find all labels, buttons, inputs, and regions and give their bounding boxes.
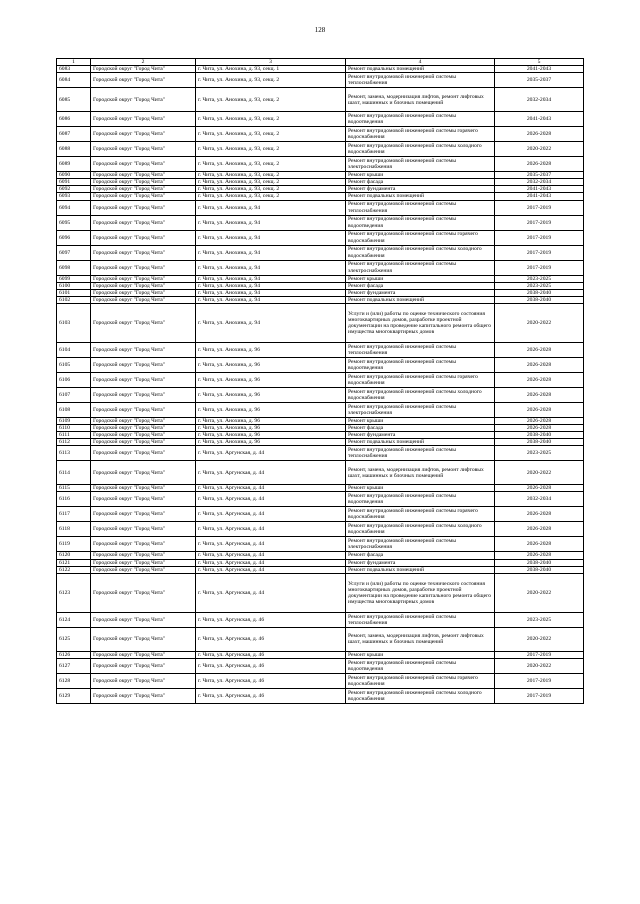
row-period: 2026-2028 <box>495 507 584 522</box>
row-number: 6126 <box>57 651 91 658</box>
row-number: 6109 <box>57 417 91 424</box>
row-period: 2017-2019 <box>495 200 584 215</box>
table-row <box>57 73 584 88</box>
row-work-type: Ремонт внутридомовой инженерной системы электроснабжения <box>346 157 495 172</box>
row-municipality: Городской округ "Город Чита" <box>91 200 196 215</box>
row-period: 2017-2019 <box>495 215 584 230</box>
table-row <box>57 200 584 215</box>
row-number: 6128 <box>57 673 91 688</box>
row-number: 6097 <box>57 245 91 260</box>
column-header-2: 2 <box>91 59 196 66</box>
row-address: г. Чита, ул. Аргунская, д. 44 <box>196 461 346 485</box>
row-address: г. Чита, ул. Анохина, д. 96 <box>196 425 346 432</box>
row-number: 6124 <box>57 612 91 627</box>
row-municipality: Городской округ "Город Чита" <box>91 461 196 485</box>
table-row <box>57 425 584 432</box>
row-work-type: Ремонт фундамента <box>346 432 495 439</box>
row-municipality: Городской округ "Город Чита" <box>91 342 196 357</box>
row-municipality: Городской округ "Город Чита" <box>91 658 196 673</box>
row-municipality: Городской округ "Город Чита" <box>91 507 196 522</box>
row-work-type: Ремонт внутридомовой инженерной системы водоотведения <box>346 112 495 127</box>
row-municipality: Городской округ "Город Чита" <box>91 522 196 537</box>
table-row <box>57 303 584 342</box>
row-number: 6089 <box>57 157 91 172</box>
table-row <box>57 485 584 492</box>
row-address: г. Чита, ул. Аргунская, д. 46 <box>196 651 346 658</box>
table-row <box>57 552 584 559</box>
row-period: 2017-2019 <box>495 673 584 688</box>
row-work-type: Ремонт подвальных помещений <box>346 66 495 73</box>
table-row <box>57 627 584 651</box>
row-number: 6102 <box>57 296 91 303</box>
row-municipality: Городской округ "Город Чита" <box>91 73 196 88</box>
row-address: г. Чита, ул. Аргунская, д. 44 <box>196 507 346 522</box>
row-municipality: Городской округ "Город Чита" <box>91 157 196 172</box>
row-work-type: Ремонт внутридомовой инженерной системы теплоснабжения <box>346 446 495 461</box>
row-work-type: Ремонт крыши <box>346 651 495 658</box>
row-number: 6117 <box>57 507 91 522</box>
row-work-type: Ремонт внутридомовой инженерной системы водоотведения <box>346 492 495 507</box>
row-period: 2038-2040 <box>495 289 584 296</box>
row-address: г. Чита, ул. Аргунская, д. 44 <box>196 552 346 559</box>
row-work-type: Ремонт внутридомовой инженерной системы холодного водоснабжения <box>346 387 495 402</box>
row-municipality: Городской округ "Город Чита" <box>91 573 196 612</box>
row-municipality: Городской округ "Город Чита" <box>91 88 196 112</box>
row-work-type: Ремонт подвальных помещений <box>346 193 495 200</box>
row-number: 6106 <box>57 372 91 387</box>
row-address: г. Чита, ул. Аргунская, д. 46 <box>196 688 346 703</box>
row-address: г. Чита, ул. Анохина, д. 93, секц. 2 <box>196 142 346 157</box>
row-municipality: Городской округ "Город Чита" <box>91 303 196 342</box>
row-work-type: Ремонт внутридомовой инженерной системы холодного водоснабжения <box>346 142 495 157</box>
table-row <box>57 245 584 260</box>
row-number: 6115 <box>57 485 91 492</box>
row-work-type: Ремонт внутридомовой инженерной системы электроснабжения <box>346 260 495 275</box>
table-row <box>57 186 584 193</box>
row-municipality: Городской округ "Город Чита" <box>91 537 196 552</box>
row-number: 6096 <box>57 230 91 245</box>
row-municipality: Городской округ "Город Чита" <box>91 673 196 688</box>
row-period: 2041-2043 <box>495 186 584 193</box>
row-address: г. Чита, ул. Аргунская, д. 44 <box>196 446 346 461</box>
row-address: г. Чита, ул. Анохина, д. 93, секц. 2 <box>196 172 346 179</box>
row-address: г. Чита, ул. Анохина, д. 94 <box>196 245 346 260</box>
table-body <box>57 66 584 704</box>
table-row <box>57 446 584 461</box>
row-number: 6085 <box>57 88 91 112</box>
table-row <box>57 658 584 673</box>
row-municipality: Городской округ "Город Чита" <box>91 627 196 651</box>
row-period: 2020-2022 <box>495 658 584 673</box>
row-period: 2038-2040 <box>495 559 584 566</box>
row-number: 6101 <box>57 289 91 296</box>
row-municipality: Городской округ "Город Чита" <box>91 230 196 245</box>
row-municipality: Городской округ "Город Чита" <box>91 559 196 566</box>
row-period: 2032-2034 <box>495 88 584 112</box>
row-address: г. Чита, ул. Аргунская, д. 44 <box>196 559 346 566</box>
row-work-type: Ремонт фасада <box>346 552 495 559</box>
row-municipality: Городской округ "Город Чита" <box>91 651 196 658</box>
row-number: 6083 <box>57 66 91 73</box>
row-municipality: Городской округ "Город Чита" <box>91 439 196 446</box>
table-row <box>57 372 584 387</box>
table-row <box>57 566 584 573</box>
row-period: 2032-2034 <box>495 492 584 507</box>
row-number: 6098 <box>57 260 91 275</box>
row-work-type: Ремонт внутридомовой инженерной системы теплоснабжения <box>346 342 495 357</box>
row-municipality: Городской округ "Город Чита" <box>91 492 196 507</box>
row-address: г. Чита, ул. Анохина, д. 96 <box>196 372 346 387</box>
row-address: г. Чита, ул. Аргунская, д. 44 <box>196 485 346 492</box>
row-period: 2026-2028 <box>495 127 584 142</box>
table-row <box>57 507 584 522</box>
row-address: г. Чита, ул. Анохина, д. 93, секц. 2 <box>196 186 346 193</box>
capital-repair-table <box>56 58 584 704</box>
row-address: г. Чита, ул. Аргунская, д. 46 <box>196 658 346 673</box>
row-municipality: Городской округ "Город Чита" <box>91 66 196 73</box>
row-work-type: Ремонт внутридомовой инженерной системы электроснабжения <box>346 402 495 417</box>
row-municipality: Городской округ "Город Чита" <box>91 127 196 142</box>
row-work-type: Ремонт крыши <box>346 417 495 424</box>
row-period: 2020-2022 <box>495 142 584 157</box>
table-row <box>57 260 584 275</box>
row-address: г. Чита, ул. Анохина, д. 96 <box>196 439 346 446</box>
row-address: г. Чита, ул. Анохина, д. 94 <box>196 282 346 289</box>
table-row <box>57 112 584 127</box>
row-work-type: Ремонт внутридомовой инженерной системы горячего водоснабжения <box>346 127 495 142</box>
row-work-type: Ремонт внутридомовой инженерной системы холодного водоснабжения <box>346 245 495 260</box>
row-period: 2026-2028 <box>495 485 584 492</box>
row-municipality: Городской округ "Город Чита" <box>91 112 196 127</box>
row-number: 6094 <box>57 200 91 215</box>
row-period: 2017-2019 <box>495 651 584 658</box>
table-row <box>57 215 584 230</box>
row-address: г. Чита, ул. Анохина, д. 94 <box>196 260 346 275</box>
table-row <box>57 142 584 157</box>
row-municipality: Городской округ "Город Чита" <box>91 552 196 559</box>
row-work-type: Ремонт подвальных помещений <box>346 566 495 573</box>
row-address: г. Чита, ул. Анохина, д. 93, секц. 2 <box>196 73 346 88</box>
row-number: 6119 <box>57 537 91 552</box>
row-address: г. Чита, ул. Анохина, д. 96 <box>196 387 346 402</box>
row-period: 2035-2037 <box>495 73 584 88</box>
row-work-type: Ремонт фундамента <box>346 559 495 566</box>
row-municipality: Городской округ "Город Чита" <box>91 402 196 417</box>
row-municipality: Городской округ "Город Чита" <box>91 688 196 703</box>
table-row <box>57 402 584 417</box>
row-number: 6084 <box>57 73 91 88</box>
row-address: г. Чита, ул. Анохина, д. 93, секц. 2 <box>196 179 346 186</box>
row-address: г. Чита, ул. Аргунская, д. 44 <box>196 566 346 573</box>
row-municipality: Городской округ "Город Чита" <box>91 186 196 193</box>
row-municipality: Городской округ "Город Чита" <box>91 260 196 275</box>
row-address: г. Чита, ул. Анохина, д. 94 <box>196 303 346 342</box>
row-number: 6127 <box>57 658 91 673</box>
row-number: 6107 <box>57 387 91 402</box>
row-work-type: Ремонт фундамента <box>346 289 495 296</box>
row-municipality: Городской округ "Город Чита" <box>91 179 196 186</box>
row-address: г. Чита, ул. Аргунская, д. 44 <box>196 537 346 552</box>
row-number: 6125 <box>57 627 91 651</box>
row-period: 2026-2028 <box>495 357 584 372</box>
row-work-type: Услуги и (или) работы по оценке технического состояния многоквартирных домов, разработке проектной документации на проведение капитального ремонта общего имущества многоквартирных домов <box>346 303 495 342</box>
row-number: 6121 <box>57 559 91 566</box>
row-work-type: Ремонт, замена, модернизация лифтов, ремонт лифтовых шахт, машинных и блочных помещений <box>346 88 495 112</box>
row-period: 2017-2019 <box>495 230 584 245</box>
row-period: 2023-2025 <box>495 282 584 289</box>
table-row <box>57 179 584 186</box>
row-work-type: Ремонт внутридомовой инженерной системы электроснабжения <box>346 537 495 552</box>
row-work-type: Ремонт подвальных помещений <box>346 439 495 446</box>
row-period: 2026-2028 <box>495 157 584 172</box>
row-number: 6087 <box>57 127 91 142</box>
row-municipality: Городской округ "Город Чита" <box>91 432 196 439</box>
row-address: г. Чита, ул. Анохина, д. 93, секц. 2 <box>196 193 346 200</box>
table-row <box>57 157 584 172</box>
table-row <box>57 537 584 552</box>
row-period: 2017-2019 <box>495 245 584 260</box>
table-row <box>57 193 584 200</box>
row-work-type: Ремонт фасада <box>346 282 495 289</box>
row-period: 2020-2022 <box>495 573 584 612</box>
row-number: 6088 <box>57 142 91 157</box>
row-address: г. Чита, ул. Анохина, д. 96 <box>196 417 346 424</box>
table-row <box>57 522 584 537</box>
row-work-type: Ремонт крыши <box>346 485 495 492</box>
page-number: 128 <box>314 26 326 34</box>
table-row <box>57 357 584 372</box>
column-header-4: 4 <box>346 59 495 66</box>
table-row <box>57 275 584 282</box>
table-row <box>57 439 584 446</box>
row-period: 2023-2025 <box>495 446 584 461</box>
table-row <box>57 461 584 485</box>
row-work-type: Ремонт внутридомовой инженерной системы холодного водоснабжения <box>346 522 495 537</box>
row-work-type: Ремонт внутридомовой инженерной системы горячего водоснабжения <box>346 507 495 522</box>
row-number: 6103 <box>57 303 91 342</box>
table-row <box>57 66 584 73</box>
row-period: 2026-2028 <box>495 372 584 387</box>
row-address: г. Чита, ул. Анохина, д. 94 <box>196 230 346 245</box>
row-period: 2026-2028 <box>495 402 584 417</box>
row-municipality: Городской округ "Город Чита" <box>91 417 196 424</box>
row-work-type: Ремонт, замена, модернизация лифтов, ремонт лифтовых шахт, машинных и блочных помещений <box>346 627 495 651</box>
row-municipality: Городской округ "Город Чита" <box>91 289 196 296</box>
row-address: г. Чита, ул. Аргунская, д. 46 <box>196 627 346 651</box>
row-address: г. Чита, ул. Анохина, д. 96 <box>196 402 346 417</box>
row-period: 2041-2043 <box>495 66 584 73</box>
row-municipality: Городской округ "Город Чита" <box>91 172 196 179</box>
row-period: 2035-2037 <box>495 172 584 179</box>
row-work-type: Ремонт внутридомовой инженерной системы водоотведения <box>346 357 495 372</box>
table-row <box>57 282 584 289</box>
table-row <box>57 387 584 402</box>
row-municipality: Городской округ "Город Чита" <box>91 387 196 402</box>
row-municipality: Городской округ "Город Чита" <box>91 275 196 282</box>
row-address: г. Чита, ул. Анохина, д. 93, секц. 2 <box>196 157 346 172</box>
table-row <box>57 492 584 507</box>
row-municipality: Городской округ "Город Чита" <box>91 425 196 432</box>
row-number: 6093 <box>57 193 91 200</box>
row-municipality: Городской округ "Город Чита" <box>91 215 196 230</box>
table-row <box>57 432 584 439</box>
table-header-row <box>57 59 584 66</box>
row-municipality: Городской округ "Город Чита" <box>91 296 196 303</box>
row-municipality: Городской округ "Город Чита" <box>91 193 196 200</box>
row-address: г. Чита, ул. Анохина, д. 93, секц. 1 <box>196 66 346 73</box>
row-work-type: Ремонт внутридомовой инженерной системы теплоснабжения <box>346 73 495 88</box>
row-address: г. Чита, ул. Анохина, д. 94 <box>196 215 346 230</box>
row-address: г. Чита, ул. Анохина, д. 94 <box>196 296 346 303</box>
row-period: 2023-2025 <box>495 275 584 282</box>
row-work-type: Ремонт внутридомовой инженерной системы горячего водоснабжения <box>346 230 495 245</box>
row-period: 2038-2040 <box>495 432 584 439</box>
column-header-1: 1 <box>57 59 91 66</box>
row-period: 2041-2043 <box>495 193 584 200</box>
row-work-type: Ремонт внутридомовой инженерной системы горячего водоснабжения <box>346 673 495 688</box>
table-row <box>57 673 584 688</box>
row-work-type: Ремонт фасада <box>346 425 495 432</box>
row-work-type: Ремонт подвальных помещений <box>346 296 495 303</box>
row-period: 2038-2040 <box>495 439 584 446</box>
row-address: г. Чита, ул. Аргунская, д. 46 <box>196 612 346 627</box>
row-municipality: Городской округ "Город Чита" <box>91 245 196 260</box>
row-period: 2020-2022 <box>495 303 584 342</box>
row-address: г. Чита, ул. Анохина, д. 94 <box>196 289 346 296</box>
row-period: 2020-2022 <box>495 627 584 651</box>
row-number: 6092 <box>57 186 91 193</box>
row-work-type: Услуги и (или) работы по оценке технического состояния многоквартирных домов, разработке проектной документации на проведение капитального ремонта общего имущества многоквартирных домов <box>346 573 495 612</box>
table-row <box>57 342 584 357</box>
table-row <box>57 688 584 703</box>
table-row <box>57 88 584 112</box>
row-work-type: Ремонт, замена, модернизация лифтов, ремонт лифтовых шахт, машинных и блочных помещений <box>346 461 495 485</box>
row-work-type: Ремонт внутридомовой инженерной системы водоотведения <box>346 215 495 230</box>
row-number: 6091 <box>57 179 91 186</box>
row-period: 2026-2028 <box>495 552 584 559</box>
row-address: г. Чита, ул. Анохина, д. 96 <box>196 432 346 439</box>
row-period: 2017-2019 <box>495 688 584 703</box>
row-number: 6123 <box>57 573 91 612</box>
row-address: г. Чита, ул. Анохина, д. 93, секц. 2 <box>196 88 346 112</box>
row-municipality: Городской округ "Город Чита" <box>91 446 196 461</box>
table-row <box>57 296 584 303</box>
table-row <box>57 651 584 658</box>
row-number: 6104 <box>57 342 91 357</box>
row-period: 2026-2028 <box>495 342 584 357</box>
row-number: 6118 <box>57 522 91 537</box>
row-number: 6105 <box>57 357 91 372</box>
row-period: 2017-2019 <box>495 260 584 275</box>
row-address: г. Чита, ул. Анохина, д. 94 <box>196 275 346 282</box>
row-period: 2032-2034 <box>495 179 584 186</box>
row-number: 6120 <box>57 552 91 559</box>
row-work-type: Ремонт внутридомовой инженерной системы водоотведения <box>346 658 495 673</box>
row-number: 6100 <box>57 282 91 289</box>
row-period: 2026-2028 <box>495 387 584 402</box>
row-municipality: Городской округ "Город Чита" <box>91 357 196 372</box>
row-address: г. Чита, ул. Аргунская, д. 44 <box>196 522 346 537</box>
row-number: 6108 <box>57 402 91 417</box>
row-address: г. Чита, ул. Аргунская, д. 46 <box>196 673 346 688</box>
row-number: 6113 <box>57 446 91 461</box>
row-municipality: Городской округ "Город Чита" <box>91 485 196 492</box>
row-number: 6129 <box>57 688 91 703</box>
column-header-3: 3 <box>196 59 346 66</box>
row-period: 2026-2028 <box>495 522 584 537</box>
row-municipality: Городской округ "Город Чита" <box>91 282 196 289</box>
table-row <box>57 289 584 296</box>
row-number: 6110 <box>57 425 91 432</box>
table-row <box>57 230 584 245</box>
table-row <box>57 172 584 179</box>
row-number: 6090 <box>57 172 91 179</box>
row-address: г. Чита, ул. Анохина, д. 96 <box>196 342 346 357</box>
row-work-type: Ремонт фундамента <box>346 186 495 193</box>
row-number: 6111 <box>57 432 91 439</box>
row-work-type: Ремонт внутридомовой инженерной системы холодного водоснабжения <box>346 688 495 703</box>
table-row <box>57 417 584 424</box>
row-period: 2023-2025 <box>495 612 584 627</box>
table-row <box>57 612 584 627</box>
row-address: г. Чита, ул. Аргунская, д. 44 <box>196 573 346 612</box>
table-row <box>57 573 584 612</box>
row-work-type: Ремонт внутридомовой инженерной системы теплоснабжения <box>346 612 495 627</box>
row-municipality: Городской округ "Город Чита" <box>91 612 196 627</box>
row-period: 2038-2040 <box>495 566 584 573</box>
table-row <box>57 559 584 566</box>
row-work-type: Ремонт внутридомовой инженерной системы горячего водоснабжения <box>346 372 495 387</box>
row-address: г. Чита, ул. Анохина, д. 96 <box>196 357 346 372</box>
row-period: 2020-2022 <box>495 461 584 485</box>
row-number: 6114 <box>57 461 91 485</box>
row-period: 2026-2028 <box>495 417 584 424</box>
column-header-5: 5 <box>495 59 584 66</box>
row-address: г. Чита, ул. Анохина, д. 94 <box>196 200 346 215</box>
row-number: 6095 <box>57 215 91 230</box>
row-number: 6099 <box>57 275 91 282</box>
row-municipality: Городской округ "Город Чита" <box>91 142 196 157</box>
row-address: г. Чита, ул. Аргунская, д. 44 <box>196 492 346 507</box>
row-number: 6122 <box>57 566 91 573</box>
row-period: 2026-2028 <box>495 425 584 432</box>
row-period: 2038-2040 <box>495 296 584 303</box>
row-address: г. Чита, ул. Анохина, д. 93, секц. 2 <box>196 112 346 127</box>
row-municipality: Городской округ "Город Чита" <box>91 372 196 387</box>
row-number: 6112 <box>57 439 91 446</box>
row-period: 2026-2028 <box>495 537 584 552</box>
table-row <box>57 127 584 142</box>
row-work-type: Ремонт крыши <box>346 172 495 179</box>
row-period: 2041-2043 <box>495 112 584 127</box>
row-work-type: Ремонт внутридомовой инженерной системы теплоснабжения <box>346 200 495 215</box>
row-number: 6116 <box>57 492 91 507</box>
row-address: г. Чита, ул. Анохина, д. 93, секц. 2 <box>196 127 346 142</box>
row-number: 6086 <box>57 112 91 127</box>
row-work-type: Ремонт фасада <box>346 179 495 186</box>
row-municipality: Городской округ "Город Чита" <box>91 566 196 573</box>
row-work-type: Ремонт крыши <box>346 275 495 282</box>
